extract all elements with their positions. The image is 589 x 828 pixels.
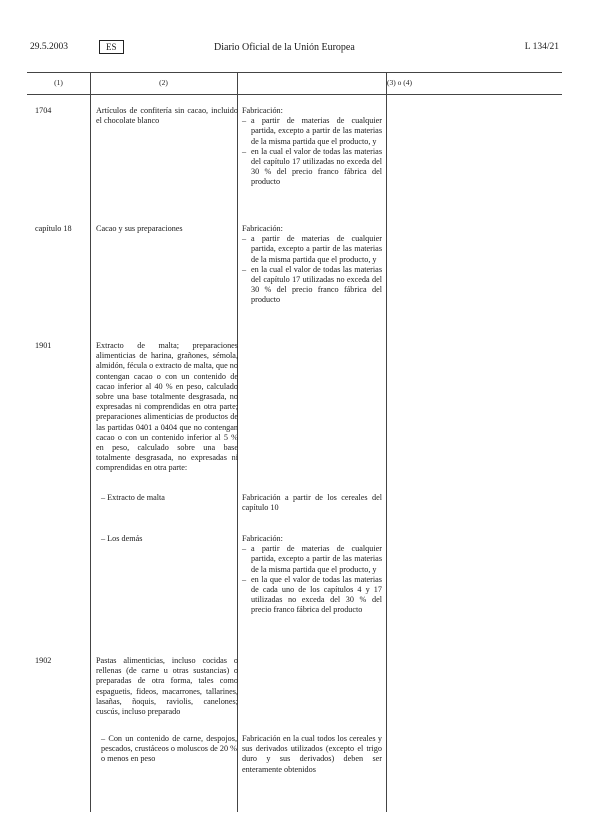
row-code: 1902 [35, 656, 52, 665]
row-description: Pastas alimenticias, incluso cocidas o rellenas (de carne u otras sustancias) o preparadas de otra forma, tales como espaguetis, fideos, macarrones, tallarines, lasañas, ñoquis, raviolis, canelones; cuscús, incluso preparado [96, 656, 238, 717]
page-number: L 134/21 [524, 42, 559, 52]
column-divider-1 [90, 72, 91, 812]
subrow-description: – Con un contenido de carne, despojos, pescados, crustáceos o moluscos de 20 % o menos en peso [101, 734, 237, 764]
column-header-3-4: (3) o (4) [387, 78, 412, 87]
rule-item: – a partir de materias de cualquier partida, excepto a partir de las materias de la misma partida que el producto, y [242, 116, 382, 147]
rules-table [27, 72, 562, 812]
rule-intro: Fabricación: [242, 534, 283, 543]
subrow-description: – Los demás [101, 534, 143, 543]
subrow-description: – Extracto de malta [101, 493, 165, 502]
row-code: 1901 [35, 341, 52, 350]
subrow-rule: Fabricación a partir de los cereales del capítulo 10 [242, 493, 382, 513]
rule-intro: Fabricación: [242, 106, 283, 115]
rule-item: – en la cual el valor de todas las materias del capítulo 17 utilizadas no exceda del 30 % del precio franco fábrica del producto [242, 265, 382, 306]
row-rule [242, 106, 382, 188]
row-code: 1704 [35, 106, 52, 115]
rule-item: – en la cual el valor de todas las materias del capítulo 17 utilizadas no exceda del 30 % del precio franco fábrica del producto [242, 147, 382, 188]
column-header-1: (1) [54, 78, 63, 87]
row-description: Artículos de confitería sin cacao, incluido el chocolate blanco [96, 106, 238, 126]
header-bottom-rule [27, 94, 562, 95]
rule-item: – en la que el valor de todas las materias de cada uno de los capítulos 4 y 17 utilizadas no exceda del 30 % del precio franco fábrica del producto [242, 575, 382, 616]
row-description: Cacao y sus preparaciones [96, 224, 183, 233]
header-date: 29.5.2003 [30, 42, 68, 52]
column-divider-3 [386, 72, 387, 812]
subrow-rule [242, 534, 382, 616]
row-description: Extracto de malta; preparaciones alimenticias de harina, grañones, sémola, almidón, fécula o extracto de malta, que no contengan cacao o con un contenido de cacao inferior al 40 % en peso, calculado sobre una base totalmente desgrasada, no expresadas ni comprendidas en otra parte; preparaciones alimenticias de productos de las partidas 0401 a 0404 que no contengan cacao o con un contenido inferior al 5 % en peso, calculado sobre una base totalmente desgrasada, no expresadas ni comprendidas en otra parte: [96, 341, 238, 473]
row-code: capítulo 18 [35, 224, 72, 233]
row-rule [242, 224, 382, 306]
rule-intro: Fabricación: [242, 224, 283, 233]
language-badge: ES [99, 40, 124, 54]
subrow-rule: Fabricación en la cual todos los cereales y sus derivados utilizados (excepto el trigo duro y sus derivados) deben ser enteramente obtenidos [242, 734, 382, 774]
table-top-rule [27, 72, 562, 73]
column-header-2: (2) [159, 78, 168, 87]
journal-title: Diario Oficial de la Unión Europea [214, 42, 355, 53]
rule-item: – a partir de materias de cualquier partida, excepto a partir de las materias de la misma partida que el producto, y [242, 234, 382, 265]
rule-item: – a partir de materias de cualquier partida, excepto a partir de las materias de la misma partida que el producto, y [242, 544, 382, 575]
